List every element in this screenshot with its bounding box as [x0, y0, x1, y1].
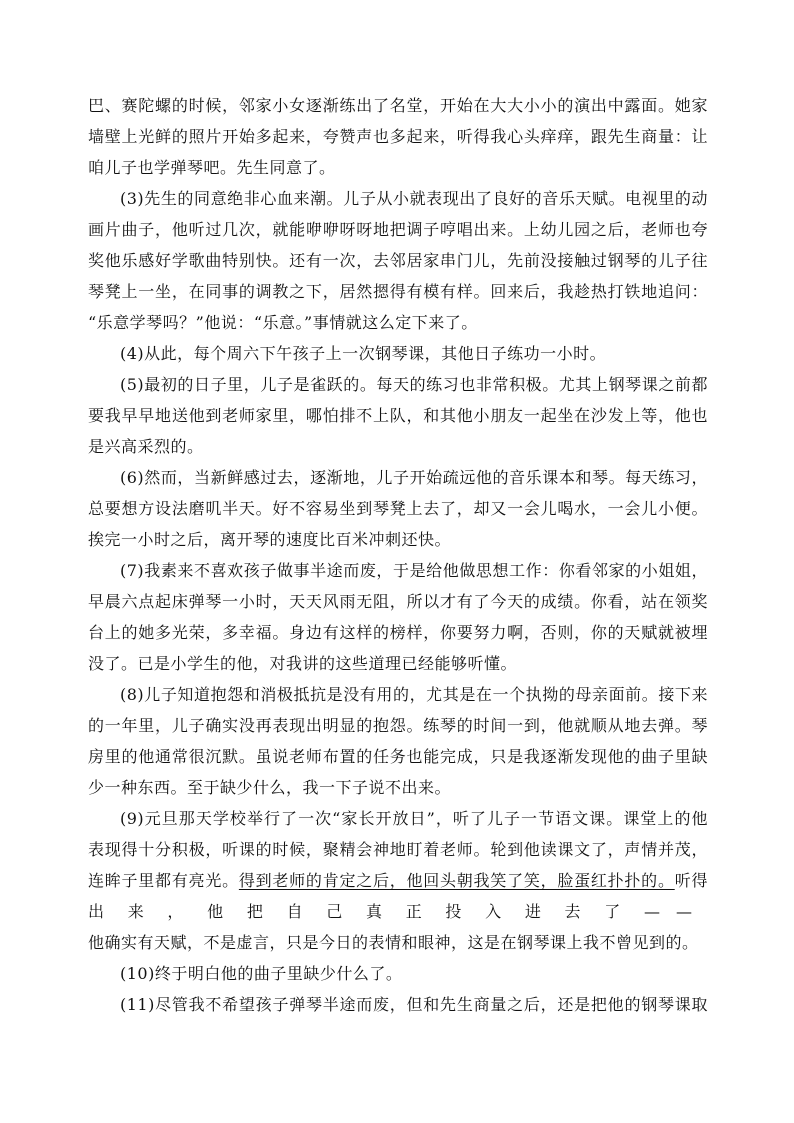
paragraph-line: 巴、赛陀螺的时候，邻家小女逐渐练出了名堂，开始在大大小小的演出中露面。她家: [88, 96, 708, 115]
paragraph-line: 台上的她多光荣，多幸福。身边有这样的榜样，你要努力啊，否则，你的天赋就被埋: [88, 623, 708, 642]
paragraph-line: 墙壁上光鲜的照片开始多起来，夸赞声也多起来，听得我心头痒痒，跟先生商量：让: [88, 127, 708, 146]
paragraph-line: (11)尽管我不希望孩子弹琴半途而废，但和先生商量之后，还是把他的钢琴课取: [120, 995, 708, 1014]
paragraph-line: 的一年里，儿子确实没再表现出明显的抱怨。练琴的时间一到，他就顺从地去弹。琴: [88, 716, 708, 735]
paragraph-line: 早晨六点起床弹琴一小时，天天风雨无阻，所以才有了今天的成绩。你看，站在领奖: [88, 592, 708, 611]
paragraph-line: 是兴高采烈的。: [88, 437, 204, 456]
paragraph-line: 少一种东西。至于缺少什么，我一下子说不出来。: [88, 778, 452, 797]
paragraph-line: 出来，他把自己真正投入进去了——: [88, 902, 708, 921]
document-page: [88, 90, 708, 1020]
paragraph-line: (5)最初的日子里，儿子是雀跃的。每天的练习也非常积极。尤其上钢琴课之前都: [120, 375, 708, 394]
paragraph-line: 总要想方设法磨叽半天。好不容易坐到琴凳上去了，却又一会儿喝水，一会儿小便。: [88, 499, 708, 518]
paragraph-line: 琴凳上一坐，在同事的调教之下，居然摁得有模有样。回来后，我趁热打铁地追问：: [88, 282, 708, 301]
paragraph-line: “乐意学琴吗？”他说：“乐意。”事情就这么定下来了。: [88, 313, 478, 332]
paragraph-line: (4)从此，每个周六下午孩子上一次钢琴课，其他日子练功一小时。: [120, 344, 607, 363]
line-text: 听得: [674, 871, 708, 890]
paragraph-line: (3)先生的同意绝非心血来潮。儿子从小就表现出了良好的音乐天赋。电视里的动: [120, 189, 708, 208]
paragraph-line: [88, 865, 708, 896]
paragraph-line: (10)终于明白他的曲子里缺少什么了。: [120, 964, 403, 983]
paragraph-line: 他确实有天赋，不是虚言，只是今日的表情和眼神，这是在钢琴课上我不曾见到的。: [88, 933, 699, 952]
paragraph-line: (9)元旦那天学校举行了一次“家长开放日”，听了儿子一节语文课。课堂上的他: [120, 809, 708, 828]
paragraph-line: 挨完一小时之后，离开琴的速度比百米冲刺还快。: [88, 530, 452, 549]
paragraph-line: (7)我素来不喜欢孩子做事半途而废，于是给他做思想工作：你看邻家的小姐姐，: [120, 561, 708, 580]
paragraph-line: 房里的他通常很沉默。虽说老师布置的任务也能完成，只是我逐渐发现他的曲子里缺: [88, 747, 708, 766]
paragraph-line: 画片曲子，他听过几次，就能咿咿呀呀地把调子哼唱出来。上幼儿园之后，老师也夸: [88, 220, 708, 239]
underlined-sentence: 得到老师的肯定之后，他回头朝我笑了笑，脸蛋红扑扑的。: [238, 871, 675, 890]
paragraph-line: 奖他乐感好学歌曲特别快。还有一次，去邻居家串门儿，先前没接触过钢琴的儿子往: [88, 251, 708, 270]
paragraph-line: (8)儿子知道抱怨和消极抵抗是没有用的，尤其是在一个执拗的母亲面前。接下来: [120, 685, 708, 704]
paragraph-line: (6)然而，当新鲜感过去，逐渐地，儿子开始疏远他的音乐课本和琴。每天练习，: [120, 468, 708, 487]
paragraph-line: 表现得十分积极，听课的时候，聚精会神地盯着老师。轮到他读课文了，声情并茂，: [88, 840, 708, 859]
paragraph-line: 要我早早地送他到老师家里，哪怕排不上队，和其他小朋友一起坐在沙发上等，他也: [88, 406, 708, 425]
paragraph-line: 没了。已是小学生的他，对我讲的这些道理已经能够听懂。: [88, 654, 518, 673]
paragraph-line: 咱儿子也学弹琴吧。先生同意了。: [88, 158, 336, 177]
line-text: 连眸子里都有亮光。: [88, 871, 239, 890]
